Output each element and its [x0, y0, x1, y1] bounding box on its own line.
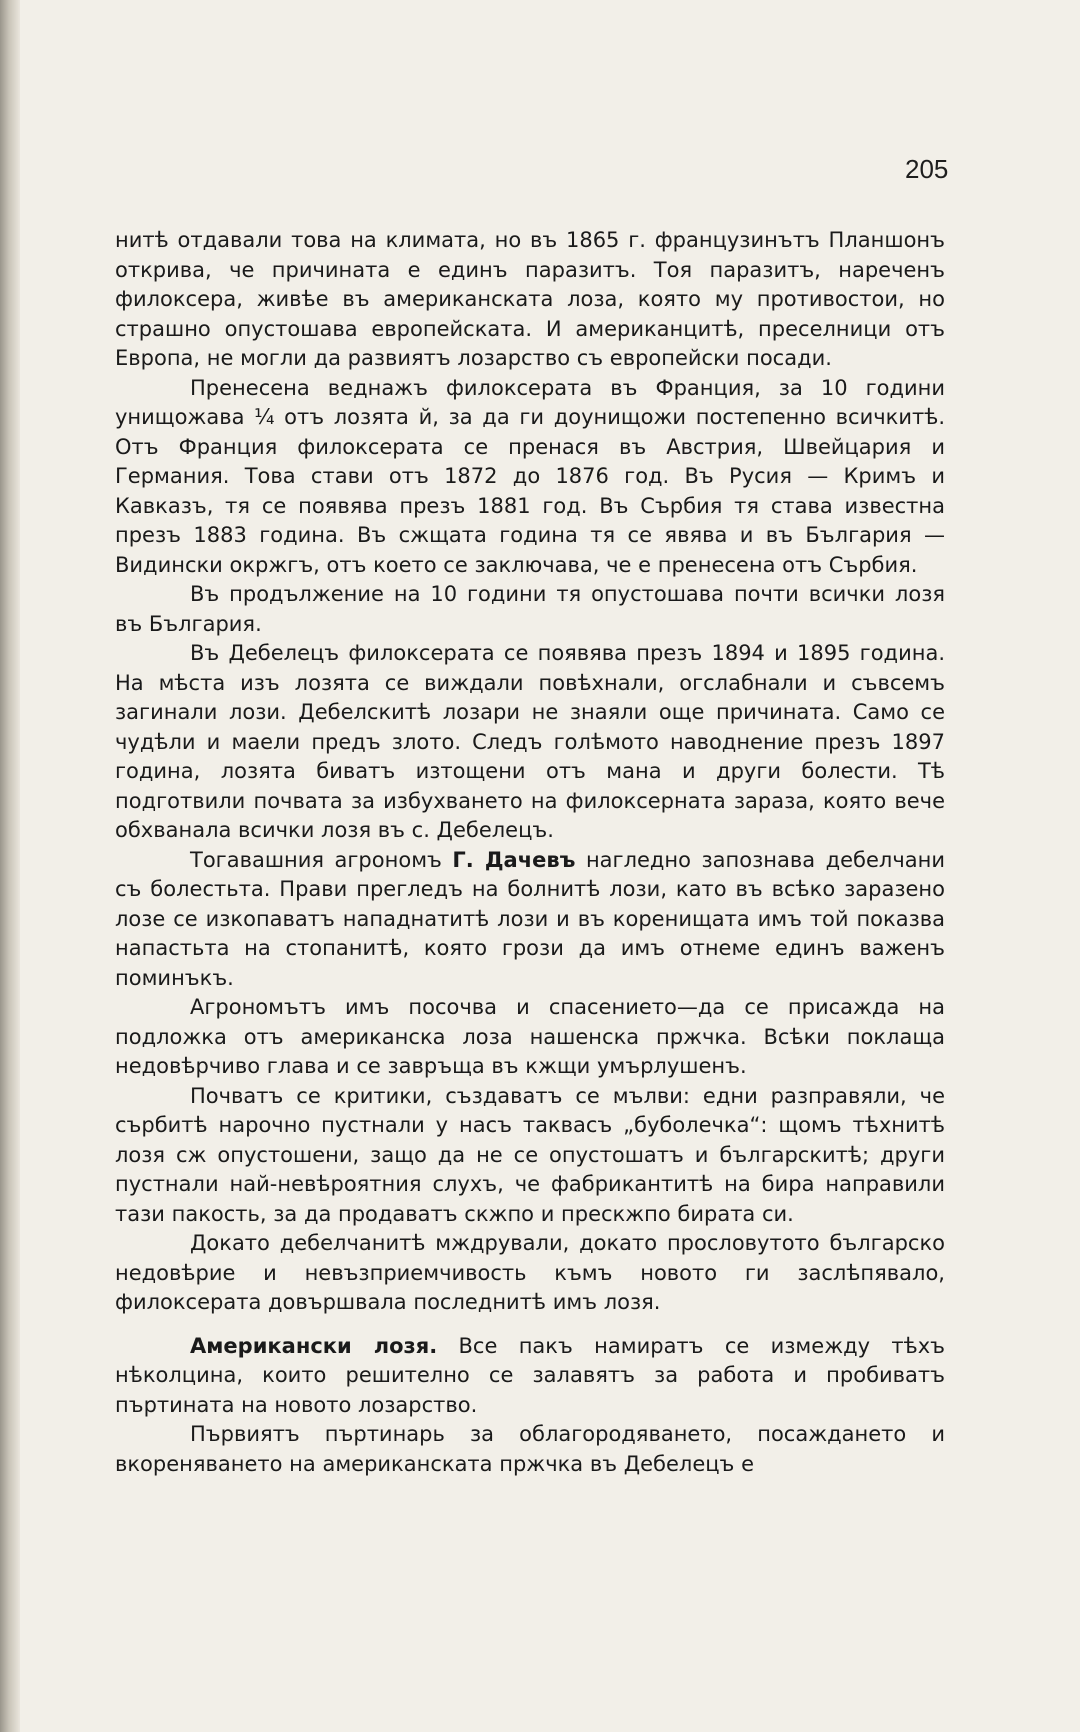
paragraph: Агрономътъ имъ посочва и спасението—да се присажда на подложка отъ американска лоза нашенска пржчка. Всѣки поклаща недовѣрчиво глава и се завръща въ кжщи умърлушенъ.	[115, 995, 945, 1078]
paragraph	[115, 1332, 945, 1421]
body-text	[115, 226, 945, 1479]
section-spacer	[115, 1318, 945, 1332]
paragraph-body: нагледно запознава дебелчани съ болестьта. Прави прегледъ на болнитѣ лози, като въ всѣко заразено лозе се изкопаватъ нападнатитѣ лози и въ коренищата имъ той показва напастьта на стопанитѣ, която грози да имъ отнеме единъ важенъ поминъкъ.	[115, 847, 945, 990]
paragraph: Почватъ се критики, създаватъ се мълви: едни разправяли, че сърбитѣ нарочно пустнали у насъ таквасъ „буболечка“: щомъ тѣхнитѣ лозя сж опустошени, защо да не се опустошатъ и българскитѣ; други пустнали най-невѣроятния слухъ, че фабрикантитѣ на бира направили тази пакость, за да продаватъ скжпо и прескжпо бирата си.	[115, 1083, 945, 1226]
paragraph: Въ продължение на 10 години тя опустошава почти всички лозя въ България.	[115, 582, 945, 636]
page-binding-edge	[0, 0, 20, 1732]
paragraph-body: Все пакъ намиратъ се измежду тѣхъ нѣколцина, които решително се залавятъ за работа и пробиватъ пъртината на новото лозарство.	[115, 1333, 945, 1417]
paragraph: Първиятъ пъртинарь за облагородяването, посаждането и вкореняването на американската пржчка въ Дебелецъ е	[115, 1422, 945, 1476]
agronomist-name: Г. Дачевъ	[452, 847, 576, 872]
paragraph	[115, 846, 945, 994]
paragraph: нитѣ отдавали това на климата, но въ 1865 г. французинътъ Планшонъ открива, че причината е единъ паразитъ. Тоя паразитъ, нареченъ филоксера, живѣе въ американската лоза, която му противостои, но страшно опустошава европейската. И американцитѣ, преселници отъ Европа, не могли да развиятъ лозарство съ европейски посади.	[115, 228, 945, 370]
paragraph-lead: Тогавашния агрономъ	[190, 847, 453, 872]
page-number: 205	[905, 154, 949, 184]
paragraph: Докато дебелчанитѣ мждрували, докато прословутото българско недовѣрие и невъзприемчивость къмъ новото ги заслѣпявало, филоксерата довършвала последнитѣ имъ лозя.	[115, 1231, 945, 1314]
paragraph: Пренесена веднажъ филоксерата въ Франция, за 10 години унищожава ¼ отъ лозята й, за да ги доунищожи постепенно всичкитѣ. Отъ Франция филоксерата се пренася въ Австрия, Швейцария и Германия. Това стави отъ 1872 до 1876 год. Въ Русия — Кримъ и Кавказъ, тя се появява презъ 1881 год. Въ Сърбия тя става известна презъ 1883 година. Въ сжщата година тя се явява и въ България — Видински окржгъ, отъ което се заключава, че е пренесена отъ Сърбия.	[115, 375, 945, 577]
section-heading: Американски лозя.	[190, 1333, 438, 1358]
paragraph: Въ Дебелецъ филоксерата се появява презъ 1894 и 1895 година. На мѣста изъ лозята се виждали повѣхнали, огслабнали и съвсемъ загинали лози. Дебелскитѣ лозари не знаяли още причината. Само се чудѣли и маели предъ злото. Следъ голѣмото наводнение презъ 1897 година, лозята биватъ изтощени отъ мана и други болести. Тѣ подготвили почвата за избухването на филоксерната зараза, която вече обхванала всички лозя въ с. Дебелецъ.	[115, 641, 945, 842]
